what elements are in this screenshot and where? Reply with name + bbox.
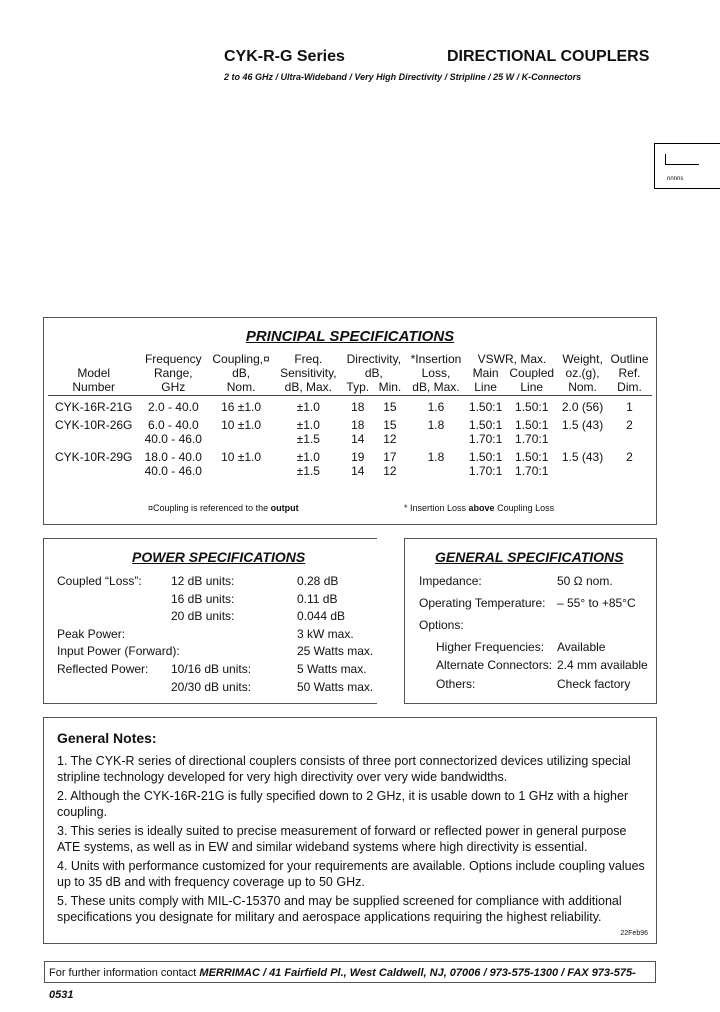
cell-il	[406, 464, 466, 478]
cell-il: 1.8	[427, 450, 445, 464]
cell-typ: 14	[351, 464, 365, 478]
spec-rows	[48, 396, 652, 479]
cell-typ: 18	[351, 418, 365, 432]
col-vswr-coupled-h1: Coupled	[509, 366, 555, 380]
cell-coupled: 1.70:1	[515, 432, 549, 446]
cell-coupling	[207, 464, 275, 478]
col-model-h2: Number	[48, 380, 139, 396]
cell-weight	[558, 432, 607, 446]
alt-conn-label: Alternate Connectors:	[436, 658, 553, 672]
col-vswr-main-h2: Line	[466, 380, 505, 396]
alt-conn-value: 2.4 mm available	[557, 658, 648, 672]
cell-freq: 40.0 - 46.0	[144, 432, 202, 446]
principal-specs-title: PRINCIPAL SPECIFICATIONS	[245, 328, 455, 345]
cell-outline: 2	[626, 418, 633, 432]
cell-model: CYK-10R-26G	[55, 418, 133, 432]
cell-model	[48, 464, 139, 478]
col-freq-h0: Frequency	[144, 352, 202, 366]
others-label: Others:	[436, 677, 476, 691]
cell-weight: 2.0 (56)	[561, 400, 604, 414]
input-label: Input Power (Forward):	[57, 644, 180, 658]
section-tab	[654, 143, 720, 189]
col-dir-min-h2: Min.	[374, 380, 406, 396]
cell-il	[406, 432, 466, 446]
impedance-label: Impedance:	[419, 574, 482, 588]
col-il-h0: *Insertion	[410, 352, 462, 366]
cell-coupling: 10 ±1.0	[221, 418, 262, 432]
col-sens-h1: Sensitivity,	[280, 366, 337, 380]
cell-coupled: 1.50:1	[515, 450, 549, 464]
c20-value: 0.044 dB	[297, 609, 346, 623]
notes-date: 22Feb96	[620, 930, 648, 937]
r1016-value: 5 Watts max.	[297, 662, 367, 676]
r2030-value: 50 Watts max.	[297, 680, 374, 694]
col-sens-h2: dB, Max.	[275, 380, 342, 396]
cell-outline: 2	[626, 450, 633, 464]
cell-min: 12	[383, 432, 397, 446]
cell-coupled: 1.50:1	[515, 418, 549, 432]
col-weight-h0: Weight,	[562, 352, 603, 366]
col-outline-h2: Dim.	[607, 380, 652, 396]
col-weight-h2: Nom.	[558, 380, 607, 396]
cell-outline: 1	[626, 400, 633, 414]
col-sens-h0: Freq.	[294, 352, 323, 366]
cell-min: 12	[383, 464, 397, 478]
cell-il: 1.6	[427, 400, 445, 414]
col-outline-h1: Ref.	[618, 366, 641, 380]
peak-label: Peak Power:	[57, 627, 126, 641]
principal-specs-table	[48, 352, 652, 478]
c20-label: 20 dB units:	[171, 609, 235, 623]
cell-sens: ±1.0	[296, 418, 320, 432]
col-il-h2: dB, Max.	[406, 380, 466, 396]
col-vswr-main-h1: Main	[472, 366, 499, 380]
higher-freq-value: Available	[557, 640, 606, 654]
col-coupling-h0: Coupling,¤	[212, 352, 270, 366]
cell-min: 17	[383, 450, 397, 464]
input-value: 25 Watts max.	[297, 644, 374, 658]
table-row	[48, 400, 652, 414]
cell-typ: 14	[351, 432, 365, 446]
notes-title: General Notes:	[57, 730, 157, 746]
higher-freq-label: Higher Frequencies:	[436, 640, 545, 654]
cell-main: 1.70:1	[468, 432, 503, 446]
reflected-label: Reflected Power:	[57, 662, 149, 676]
table-row	[48, 450, 652, 464]
principal-specs-box	[43, 317, 657, 525]
cell-coupling: 10 ±1.0	[221, 450, 262, 464]
table-row	[48, 418, 652, 432]
col-il-h1: Loss,	[421, 366, 451, 380]
r1016-label: 10/16 dB units:	[171, 662, 252, 676]
cell-min: 15	[383, 418, 397, 432]
cell-model: CYK-10R-29G	[55, 450, 133, 464]
cell-sens: ±1.0	[296, 400, 320, 414]
cell-coupling: 16 ±1.0	[221, 400, 262, 414]
note-2: 2. Although the CYK-16R-21G is fully specified down to 2 GHz, it is usable down to 1 GHz with a higher coupling.	[57, 789, 629, 819]
cell-sens: ±1.5	[296, 432, 320, 446]
insertion-footnote	[404, 503, 554, 513]
temp-label: Operating Temperature:	[419, 596, 546, 610]
cell-freq: 40.0 - 46.0	[144, 464, 202, 478]
cell-freq: 2.0 - 40.0	[147, 400, 199, 414]
general-specs-box	[404, 538, 657, 704]
c16-value: 0.11 dB	[297, 592, 338, 606]
cell-il: 1.8	[427, 418, 445, 432]
col-dir-typ-h2: Typ.	[342, 380, 374, 396]
subtitle: 2 to 46 GHz / Ultra-Wideband / Very High Directivity / Stripline / 25 W / K-Connectors	[224, 72, 582, 82]
cell-main: 1.50:1	[468, 400, 503, 414]
tab-glyph-line	[665, 164, 699, 165]
cell-coupling	[207, 432, 275, 446]
table-row	[48, 464, 652, 478]
coupling-footnote-bold: output	[270, 503, 299, 513]
cell-typ: 19	[351, 450, 365, 464]
options-label: Options:	[419, 618, 464, 632]
cell-outline	[607, 464, 652, 478]
note-3: 3. This series is ideally suited to precise measurement of forward or reflected power in general purpose ATE systems, as well as in EW and similar wideband systems where high directivity is essential.	[57, 824, 627, 854]
insertion-footnote-bold: above	[468, 503, 495, 513]
col-freq-h1: Range,	[153, 366, 193, 380]
c16-label: 16 dB units:	[171, 592, 235, 606]
col-weight-h1: oz.(g),	[565, 366, 600, 380]
footer-text: For further information contact	[49, 967, 200, 979]
coupled-loss-label: Coupled “Loss”:	[57, 574, 142, 588]
notes-body	[57, 753, 647, 928]
cell-main: 1.50:1	[468, 418, 503, 432]
tab-label: nnnns	[667, 176, 684, 182]
power-specs-title: POWER SPECIFICATIONS	[132, 549, 306, 565]
insertion-footnote-post: Coupling Loss	[494, 503, 555, 513]
table-row	[48, 432, 652, 446]
cell-coupled: 1.50:1	[515, 400, 549, 414]
cell-weight: 1.5 (43)	[561, 450, 604, 464]
cell-main: 1.50:1	[468, 450, 503, 464]
coupling-footnote-text: ¤Coupling is referenced to the	[148, 503, 271, 513]
cell-sens: ±1.0	[296, 450, 320, 464]
cell-sens: ±1.5	[296, 464, 320, 478]
note-5: 5. These units comply with MIL-C-15370 and may be supplied screened for compliance with additional specifications you designate for military and aerospace applications requiring the highest reliability.	[57, 894, 622, 924]
col-outline-h0: Outline	[610, 352, 649, 366]
footer-contact: MERRIMAC / 41 Fairfield Pl., West Caldwell, NJ, 07006 / 973-575-1300 / FAX 973-575-0531	[49, 967, 636, 1001]
general-specs-title: GENERAL SPECIFICATIONS	[435, 549, 624, 565]
temp-value: – 55° to +85°C	[557, 596, 636, 610]
c12-label: 12 dB units:	[171, 574, 235, 588]
cell-min: 15	[383, 400, 397, 414]
power-specs-box	[43, 538, 377, 704]
col-freq-h2: GHz	[139, 380, 207, 396]
col-coupling-h1: dB,	[232, 366, 251, 380]
cell-freq: 6.0 - 40.0	[147, 418, 199, 432]
col-dir-h1: dB,	[364, 366, 383, 380]
cell-model	[48, 432, 139, 446]
cell-model: CYK-16R-21G	[55, 400, 133, 414]
insertion-footnote-pre: * Insertion Loss	[404, 503, 469, 513]
c12-value: 0.28 dB	[297, 574, 339, 588]
cell-coupled: 1.70:1	[515, 464, 549, 478]
series-title: CYK-R-G Series	[224, 48, 345, 65]
cell-weight	[558, 464, 607, 478]
coupling-footnote	[148, 503, 299, 513]
general-notes-box	[43, 717, 657, 944]
cell-main: 1.70:1	[468, 464, 503, 478]
col-dir-h0: Directivity,	[346, 352, 402, 366]
col-vswr-h0: VSWR, Max.	[477, 352, 547, 366]
cell-typ: 18	[351, 400, 365, 414]
col-model-h1: Model	[77, 366, 111, 380]
col-coupling-h2: Nom.	[207, 380, 275, 396]
r2030-label: 20/30 dB units:	[171, 680, 252, 694]
category-title: DIRECTIONAL COUPLERS	[447, 48, 650, 65]
contact-footer	[44, 961, 656, 1001]
col-model-h0	[48, 352, 139, 366]
cell-freq: 18.0 - 40.0	[144, 450, 202, 464]
note-1: 1. The CYK-R series of directional couplers consists of three port connectorized devices utilizing special stripline technology developed for very high directivity over very wide bandwidths.	[57, 754, 631, 784]
col-vswr-coupled-h2: Line	[505, 380, 558, 396]
others-value: Check factory	[557, 677, 631, 691]
cell-outline	[607, 432, 652, 446]
peak-value: 3 kW max.	[297, 627, 354, 641]
impedance-value: 50 Ω nom.	[557, 574, 613, 588]
cell-weight: 1.5 (43)	[561, 418, 604, 432]
note-4: 4. Units with performance customized for your requirements are available. Options include coupling values up to 35 dB and with frequency coverage up to 50 GHz.	[57, 859, 645, 889]
